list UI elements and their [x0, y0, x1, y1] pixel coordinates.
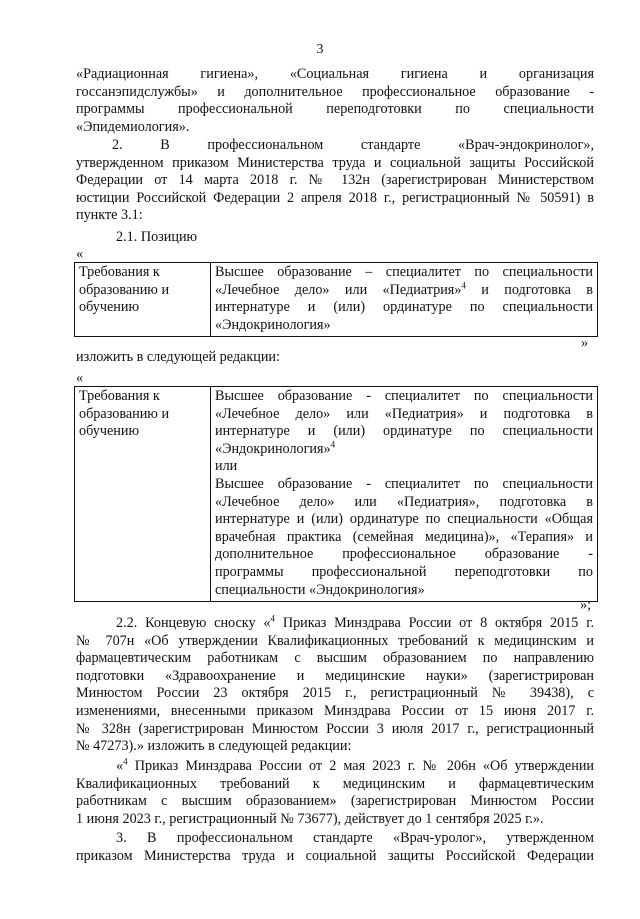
- text-line: обучению: [79, 299, 140, 316]
- item-2-2-paragraph: [76, 615, 594, 756]
- top-paragraph: [76, 66, 594, 136]
- footnote-ref: 4: [123, 756, 128, 767]
- text-line: интернатуре и (или) ординатуре по специальности: [215, 423, 593, 440]
- text-line: работникам с высшим образованием» (зарегистрирован Минюстом России: [76, 793, 594, 810]
- text-line: [76, 758, 594, 776]
- table-cell-value: [211, 263, 598, 337]
- text-fragment: 2.2. Концевую сноску «: [116, 615, 271, 631]
- text-line: изложить в следующей редакции:: [76, 349, 280, 365]
- text-line: № 328н (зарегистрирован Минюстом России 3 июля 2017 г., регистрационный: [76, 720, 594, 737]
- text-line: «Эндокринология»: [215, 316, 331, 333]
- footnote-ref: 4: [461, 279, 466, 290]
- table-row: [75, 387, 598, 602]
- text-line: Требования к: [79, 264, 160, 280]
- text-line: интернатуре и (или) ординатуре по специальности «Общая: [215, 511, 593, 528]
- text-line: 1 июня 2023 г., регистрационный № 73677), действует до 1 сентября 2025 г.».: [76, 810, 544, 827]
- text-line: [215, 441, 593, 459]
- text-line: Минюстом России 23 октября 2015 г., регистрационный № 39438), с: [76, 685, 594, 702]
- text-line: госсанэпидслужбы» и дополнительное профессиональное образование -: [76, 83, 594, 100]
- text-line: № 47273).» изложить в следующей редакции:: [76, 738, 352, 755]
- text-line: подготовки «Здравоохранение и медицинские науки» (зарегистрирован: [76, 667, 594, 684]
- table-row: [75, 263, 598, 337]
- text-line: образованию и: [79, 405, 170, 422]
- text-line: Федерации от 14 марта 2018 г. № 132н (зарегистрирован Министерством: [76, 172, 594, 189]
- text-fragment: и подготовка в: [465, 281, 593, 298]
- text-line: Высшее образование - специалитет по специальности: [215, 475, 593, 492]
- text-line: [76, 615, 594, 633]
- text-line: «Эпидемиология».: [76, 118, 190, 135]
- footnote-ref: 4: [330, 439, 336, 450]
- text-line: утвержденном приказом Министерства труда и социальной защиты Российской: [76, 154, 594, 171]
- text-line: приказом Министерства труда и социальной защиты Российской Федерации: [76, 847, 594, 864]
- text-line: Высшее образование – специалитет по специальности: [215, 264, 593, 280]
- open-quote: «: [76, 246, 84, 262]
- close-quote-semicolon: »;: [580, 597, 592, 613]
- qualification-table-old: [74, 262, 598, 337]
- text-fragment: Приказ Минздрава России от 2 мая 2023 г. № 206н «Об утверждении: [127, 758, 594, 774]
- open-quote-2: «: [76, 370, 84, 386]
- text-fragment: Приказ Минздрава России от 8 октября 2015 г.: [275, 615, 594, 631]
- text-line: Требования к: [79, 388, 160, 404]
- text-line: фармацевтическим работникам с высшим образованием по направлению: [76, 650, 594, 667]
- text-line: Квалификационных требований к медицинским и фармацевтическим: [76, 775, 594, 792]
- text-fragment: «: [116, 758, 124, 774]
- text-line: 3. В профессиональном стандарте «Врач-уролог», утвержденном: [116, 830, 594, 846]
- page-number: 3: [316, 42, 324, 57]
- item-3-paragraph: [76, 830, 594, 865]
- text-line: юстиции Российской Федерации 2 апреля 2018 г., регистрационный № 50591) в: [76, 189, 594, 206]
- text-line: 2. В профессиональном стандарте «Врач-эндокринолог»,: [112, 137, 594, 153]
- text-line: 2.1. Позицию: [116, 229, 198, 245]
- text-line: дополнительное профессиональное образование -: [215, 546, 593, 563]
- close-quote: »: [581, 335, 589, 351]
- text-line: интернатуре и (или) ординатуре по специальности: [215, 299, 593, 316]
- qualification-table-new: [74, 386, 598, 602]
- footnote-ref: 4: [270, 613, 276, 624]
- text-line: или: [215, 458, 238, 475]
- text-fragment: «Лечебное дело» или «Педиатрия»: [215, 281, 462, 298]
- item-2-paragraph: [76, 137, 594, 225]
- text-line: «Радиационная гигиена», «Социальная гигиена и организация: [76, 66, 594, 82]
- table-cell-value: [211, 387, 598, 602]
- text-line: «Лечебное дело» или «Педиатрия» и подготовка в: [215, 405, 593, 422]
- edit-label: [76, 349, 594, 367]
- text-line: пункте 3.1:: [76, 207, 143, 224]
- table-cell-label: [75, 387, 211, 602]
- item-2-1-heading: [76, 229, 594, 247]
- text-line: образованию и: [79, 281, 170, 298]
- text-line: обучению: [79, 423, 140, 440]
- text-line: изменениями, внесенными приказом Минздрава России от 15 июня 2017 г.: [76, 702, 594, 719]
- text-line: программы профессиональной переподготовки по специальности: [76, 101, 594, 118]
- text-fragment: «Эндокринология»: [215, 440, 331, 457]
- text-line: Высшее образование - специалитет по специальности: [215, 388, 593, 404]
- table-cell-label: [75, 263, 211, 337]
- text-line: «Лечебное дело» или «Педиатрия», подготовка в: [215, 493, 593, 510]
- text-line: специальности «Эндокринология»: [215, 581, 425, 598]
- text-line: врачебная практика (семейная медицина)», «Терапия» и: [215, 528, 593, 545]
- new-footnote-paragraph: [76, 758, 594, 828]
- text-line: программы профессиональной переподготовки по: [215, 563, 593, 580]
- text-line: [215, 279, 593, 300]
- text-line: № 707н «Об утверждении Квалификационных требований к медицинским и: [76, 632, 594, 649]
